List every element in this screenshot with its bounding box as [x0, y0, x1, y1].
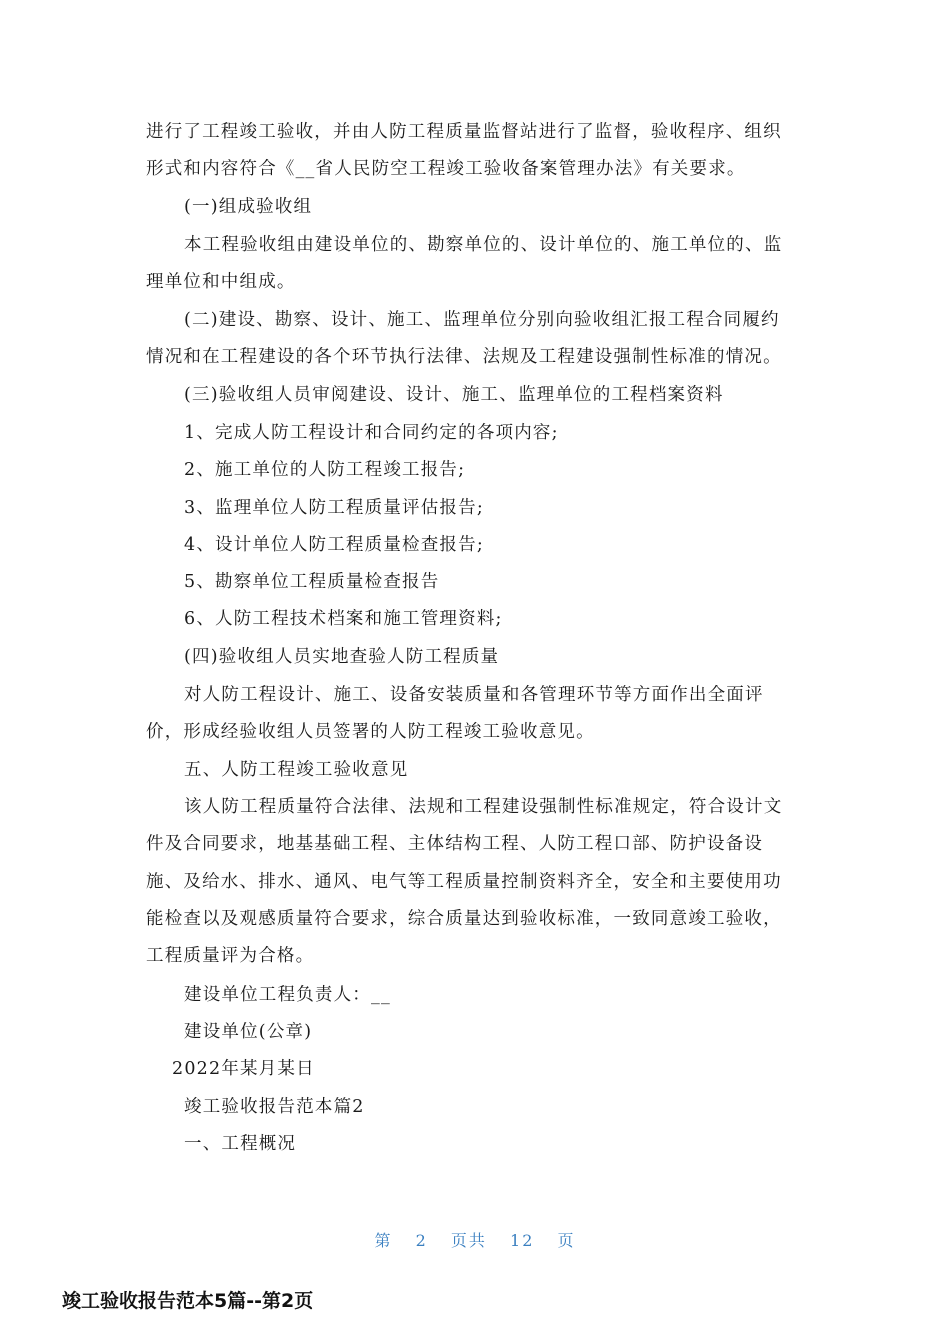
seal-line: 建设单位(公章): [184, 1022, 313, 1042]
paragraph-line: 施、及给水、排水、通风、电气等工程质量控制资料齐全，安全和主要使用功: [146, 872, 782, 892]
paragraph-line: 进行了工程竣工验收，并由人防工程质量监督站进行了监督，验收程序、组织: [146, 122, 782, 142]
footer-label: 页共: [450, 1231, 487, 1250]
section-heading: (二)建设、勘察、设计、施工、监理单位分别向验收组汇报工程合同履约: [184, 310, 780, 330]
paragraph-line: 价，形成经验收组人员签署的人防工程竣工验收意见。: [146, 722, 595, 742]
list-item: 3、监理单位人防工程质量评估报告;: [184, 498, 484, 518]
section-title: 竣工验收报告范本篇2: [184, 1097, 365, 1117]
page-footer: [0, 1228, 950, 1251]
paragraph-line: 理单位和中组成。: [146, 272, 296, 292]
total-page-number: 12: [510, 1231, 535, 1250]
footer-label: 页: [557, 1231, 576, 1250]
paragraph-line: 该人防工程质量符合法律、法规和工程建设强制性标准规定，符合设计文: [184, 797, 783, 817]
paragraph-line: 本工程验收组由建设单位的、勘察单位的、设计单位的、施工单位的、监: [184, 235, 783, 255]
paragraph-line: 形式和内容符合《__省人民防空工程竣工验收备案管理办法》有关要求。: [146, 159, 746, 179]
list-item: 2、施工单位的人防工程竣工报告;: [184, 460, 466, 480]
document-caption: 竣工验收报告范本5篇--第2页: [62, 1290, 314, 1312]
current-page-number: 2: [415, 1231, 428, 1250]
list-item: 1、完成人防工程设计和合同约定的各项内容;: [184, 423, 559, 443]
paragraph-line: 情况和在工程建设的各个环节执行法律、法规及工程建设强制性标准的情况。: [146, 347, 782, 367]
list-item: 5、勘察单位工程质量检查报告: [184, 572, 440, 592]
footer-label: 第: [374, 1231, 393, 1250]
date-line: 2022年某月某日: [172, 1059, 315, 1079]
list-item: 6、人防工程技术档案和施工管理资料;: [184, 609, 503, 629]
section-heading: (一)组成验收组: [184, 197, 313, 217]
signature-line: 建设单位工程负责人：__: [184, 985, 391, 1005]
paragraph-line: 件及合同要求，地基基础工程、主体结构工程、人防工程口部、防护设备设: [146, 834, 764, 854]
paragraph-line: 能检查以及观感质量符合要求，综合质量达到验收标准，一致同意竣工验收，: [146, 909, 782, 929]
paragraph-line: 工程质量评为合格。: [146, 946, 315, 966]
list-item: 4、设计单位人防工程质量检查报告;: [184, 535, 484, 555]
paragraph-line: 对人防工程设计、施工、设备安装质量和各管理环节等方面作出全面评: [184, 685, 764, 705]
section-heading: 一、工程概况: [184, 1134, 297, 1154]
section-heading: 五、人防工程竣工验收意见: [184, 760, 409, 780]
section-heading: (三)验收组人员审阅建设、设计、施工、监理单位的工程档案资料: [184, 385, 724, 405]
section-heading: (四)验收组人员实地查验人防工程质量: [184, 647, 500, 667]
